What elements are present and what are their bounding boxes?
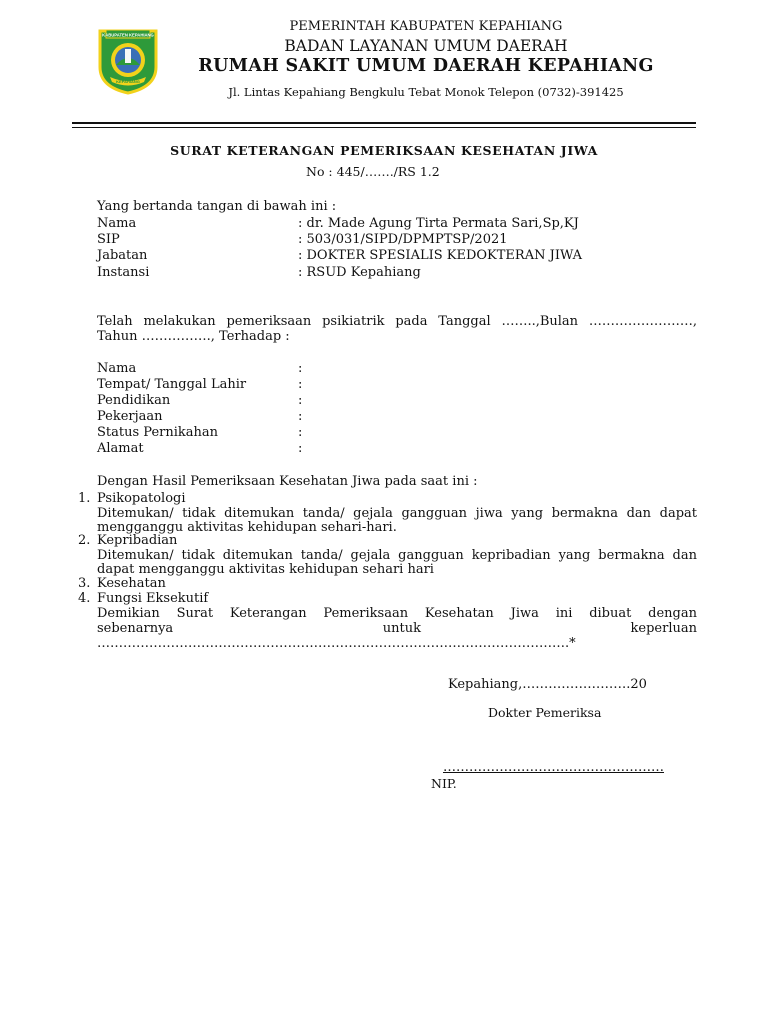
nip-label: NIP. bbox=[431, 776, 457, 791]
place-date: Kepahiang,…………………….20 bbox=[448, 677, 647, 692]
patient-value: : bbox=[298, 441, 303, 456]
result-number: 4. bbox=[78, 591, 91, 606]
signatory-label: Nama bbox=[97, 216, 137, 231]
signature-line: …………………………………………… bbox=[443, 760, 664, 775]
hospital-name: RUMAH SAKIT UMUM DAERAH KEPAHIANG bbox=[198, 56, 654, 76]
result-description: mengganggu aktivitas kehidupan sehari-hari. bbox=[97, 520, 397, 535]
patient-value: : bbox=[298, 361, 303, 376]
closing-statement-line: Demikian Surat Keterangan Pemeriksaan Kesehatan Jiwa ini dibuat dengan bbox=[97, 606, 697, 621]
patient-label: Pekerjaan bbox=[97, 409, 163, 424]
exam-statement-line: Tahun ……………., Terhadap : bbox=[97, 329, 290, 344]
document-title: SURAT KETERANGAN PEMERIKSAAN KESEHATAN JIWA bbox=[170, 143, 598, 158]
exam-statement-line: Telah melakukan pemeriksaan psikiatrik pada Tanggal ……..,Bulan ……………………, bbox=[97, 314, 697, 329]
patient-label: Tempat/ Tanggal Lahir bbox=[97, 377, 247, 392]
result-number: 2. bbox=[78, 533, 91, 548]
result-description: Ditemukan/ tidak ditemukan tanda/ gejala gangguan jiwa yang bermakna dan dapat bbox=[97, 506, 697, 521]
signatory-value: : 503/031/SIPD/DPMPTSP/2021 bbox=[298, 232, 508, 247]
header-rule-thin bbox=[72, 127, 696, 128]
logo-text-top: KABUPATEN KEPAHIANG bbox=[102, 32, 154, 38]
agency-name: BADAN LAYANAN UMUM DAERAH bbox=[284, 37, 568, 55]
results-intro: Dengan Hasil Pemeriksaan Kesehatan Jiwa pada saat ini : bbox=[97, 474, 478, 489]
signer-title: Dokter Pemeriksa bbox=[488, 705, 602, 720]
patient-value: : bbox=[298, 425, 303, 440]
signatory-label: Instansi bbox=[97, 265, 150, 280]
patient-value: : bbox=[298, 377, 303, 392]
signatory-value: : dr. Made Agung Tirta Permata Sari,Sp,KJ bbox=[298, 216, 579, 231]
header-rule-thick bbox=[72, 122, 696, 124]
document-number: No : 445/……./RS 1.2 bbox=[306, 164, 440, 179]
result-description: dapat mengganggu aktivitas kehidupan sehari hari bbox=[97, 562, 434, 577]
intro-text: Yang bertanda tangan di bawah ini : bbox=[97, 199, 337, 214]
patient-label: Alamat bbox=[97, 441, 144, 456]
signatory-label: Jabatan bbox=[97, 248, 148, 263]
signatory-label: SIP bbox=[97, 232, 120, 247]
patient-label: Pendidikan bbox=[97, 393, 171, 408]
patient-label: Status Pernikahan bbox=[97, 425, 219, 440]
patient-value: : bbox=[298, 393, 303, 408]
closing-statement-line: sebenarnya untuk keperluan bbox=[97, 621, 697, 636]
result-title: Fungsi Eksekutif bbox=[97, 591, 209, 606]
signatory-value: : DOKTER SPESIALIS KEDOKTERAN JIWA bbox=[298, 248, 583, 263]
government-name: PEMERINTAH KABUPATEN KEPAHIANG bbox=[289, 19, 563, 34]
patient-label: Nama bbox=[97, 361, 137, 376]
result-title: Psikopatologi bbox=[97, 491, 186, 506]
result-title: Kesehatan bbox=[97, 576, 166, 591]
patient-value: : bbox=[298, 409, 303, 424]
signatory-value: : RSUD Kepahiang bbox=[298, 265, 421, 280]
closing-statement-line: ……………………………………………………………………………………………….* bbox=[97, 636, 576, 651]
hospital-address: Jl. Lintas Kepahiang Bengkulu Tebat Monok Telepon (0732)-391425 bbox=[228, 85, 624, 99]
result-number: 3. bbox=[78, 576, 91, 591]
result-title: Kepribadian bbox=[97, 533, 178, 548]
logo-text-bottom: KEPAHIANG bbox=[116, 79, 140, 84]
result-description: Ditemukan/ tidak ditemukan tanda/ gejala gangguan kepribadian yang bermakna dan bbox=[97, 548, 697, 563]
result-number: 1. bbox=[78, 491, 91, 506]
